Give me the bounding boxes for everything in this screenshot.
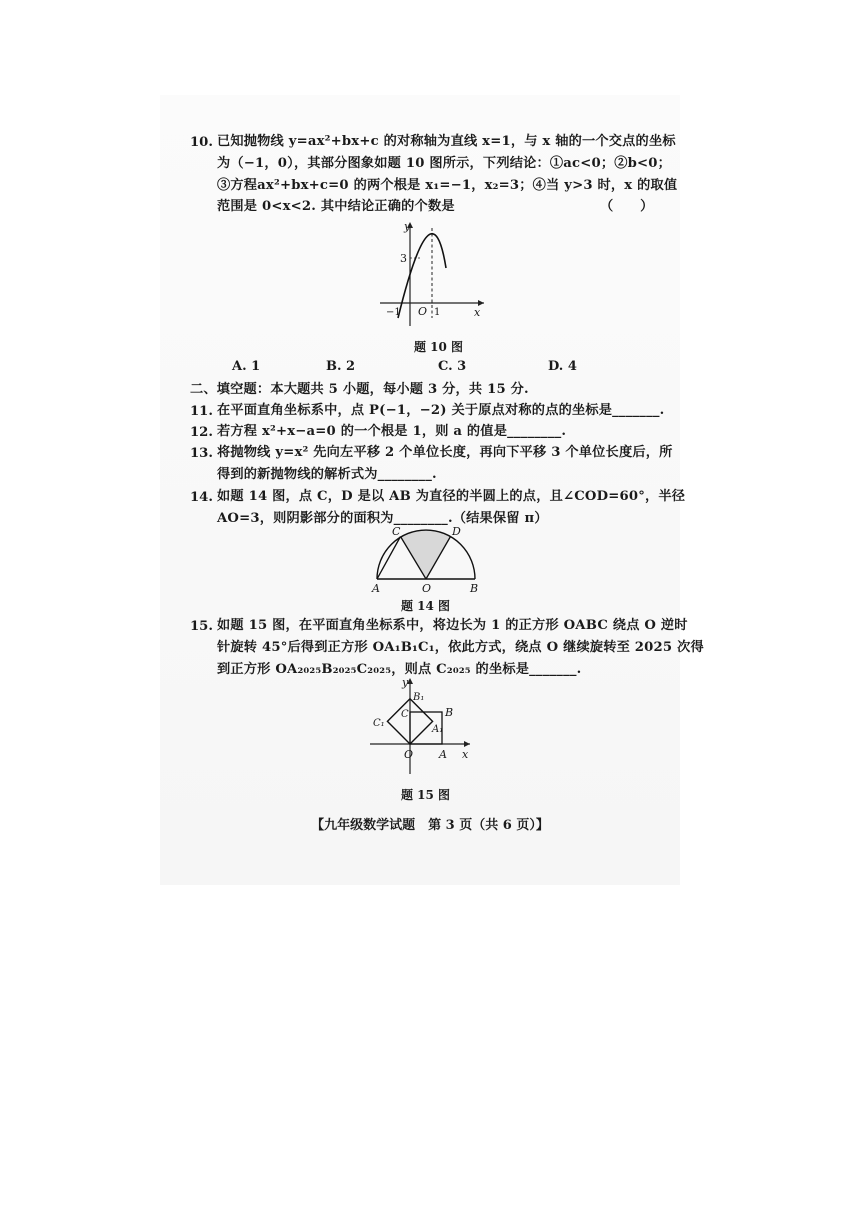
q15-line-1: 如题 15 图，在平面直角坐标系中，将边长为 1 的正方形 OABC 绕点 O 逆时 (217, 618, 688, 633)
q14-label-a: A (372, 582, 380, 595)
q10-figure-caption: 题 10 图 (414, 340, 464, 354)
q14-number: 14. (190, 490, 213, 505)
q10-line-1: 已知抛物线 y=ax²+bx+c 的对称轴为直线 x=1，与 x 轴的一个交点的坐标 (217, 134, 676, 149)
q10-label-3: 3 (400, 252, 407, 265)
q15-label-b1: B₁ (413, 692, 425, 703)
q14-figure-caption: 题 14 图 (401, 599, 451, 613)
q10-number: 10. (190, 135, 213, 150)
q15-label-b: B (445, 706, 454, 719)
q10-line-2: 为（−1，0），其部分图象如题 10 图所示，下列结论：①ac<0；②b<0； (217, 156, 672, 171)
q14-label-d: D (452, 525, 461, 538)
q10-choice-a: A. 1 (232, 359, 261, 374)
q10-choice-c: C. 3 (438, 359, 467, 374)
q15-label-c1: C₁ (373, 718, 385, 729)
q14-semicircle-figure (368, 526, 478, 594)
q14-line-2: AO=3，则阴影部分的面积为________.（结果保留 π） (217, 511, 548, 526)
q10-parabola-figure (380, 218, 490, 328)
q10-line-4: 范围是 0<x<2. 其中结论正确的个数是 (217, 199, 455, 214)
q14-label-c: C (392, 525, 401, 538)
q13-line-1: 将抛物线 y=x² 先向左平移 2 个单位长度，再向下平移 3 个单位长度后，所 (217, 445, 673, 460)
q15-label-y: y (402, 676, 409, 689)
q10-label-1: 1 (434, 307, 441, 318)
page-footer: 【九年级数学试题 第 3 页（共 6 页）】 (311, 818, 549, 833)
q14-label-b: B (470, 582, 479, 595)
q15-label-a1: A₁ (432, 724, 444, 735)
q13-number: 13. (190, 446, 213, 461)
section-2-heading: 二、填空题：本大题共 5 小题，每小题 3 分，共 15 分. (190, 382, 529, 397)
q10-answer-paren: （ ） (600, 199, 654, 214)
q11-text: 在平面直角坐标系中，点 P(−1，−2) 关于原点对称的点的坐标是_______. (217, 403, 665, 418)
q10-label-neg1: −1 (386, 307, 401, 318)
q12-number: 12. (190, 425, 213, 440)
q15-number: 15. (190, 619, 213, 634)
q15-label-x: x (462, 748, 469, 761)
q10-label-x: x (474, 306, 481, 319)
q15-label-c: C (401, 709, 409, 720)
q10-label-y: y (404, 220, 411, 233)
q15-figure-caption: 题 15 图 (401, 788, 451, 802)
q11-number: 11. (190, 404, 213, 419)
q10-choice-b: B. 2 (326, 359, 356, 374)
q14-label-o: O (422, 582, 432, 595)
q10-line-3: ③方程ax²+bx+c=0 的两个根是 x₁=−1，x₂=3；④当 y>3 时，x 的取值 (217, 178, 678, 193)
q13-line-2: 得到的新抛物线的解析式为________. (217, 467, 437, 482)
q10-label-o: O (418, 305, 428, 318)
q10-choice-d: D. 4 (548, 359, 577, 374)
q15-label-o: O (404, 748, 414, 761)
q15-rotated-square-figure (370, 676, 480, 786)
q12-text: 若方程 x²+x−a=0 的一个根是 1，则 a 的值是________. (217, 424, 567, 439)
q15-line-2: 针旋转 45°后得到正方形 OA₁B₁C₁，依此方式，绕点 O 继续旋转至 2025 次得 (217, 640, 704, 655)
q15-label-a: A (439, 748, 447, 761)
q15-line-3: 到正方形 OA₂₀₂₅B₂₀₂₅C₂₀₂₅，则点 C₂₀₂₅ 的坐标是_______. (217, 662, 582, 677)
q14-line-1: 如题 14 图，点 C，D 是以 AB 为直径的半圆上的点，且∠COD=60°，半径 (217, 489, 686, 504)
